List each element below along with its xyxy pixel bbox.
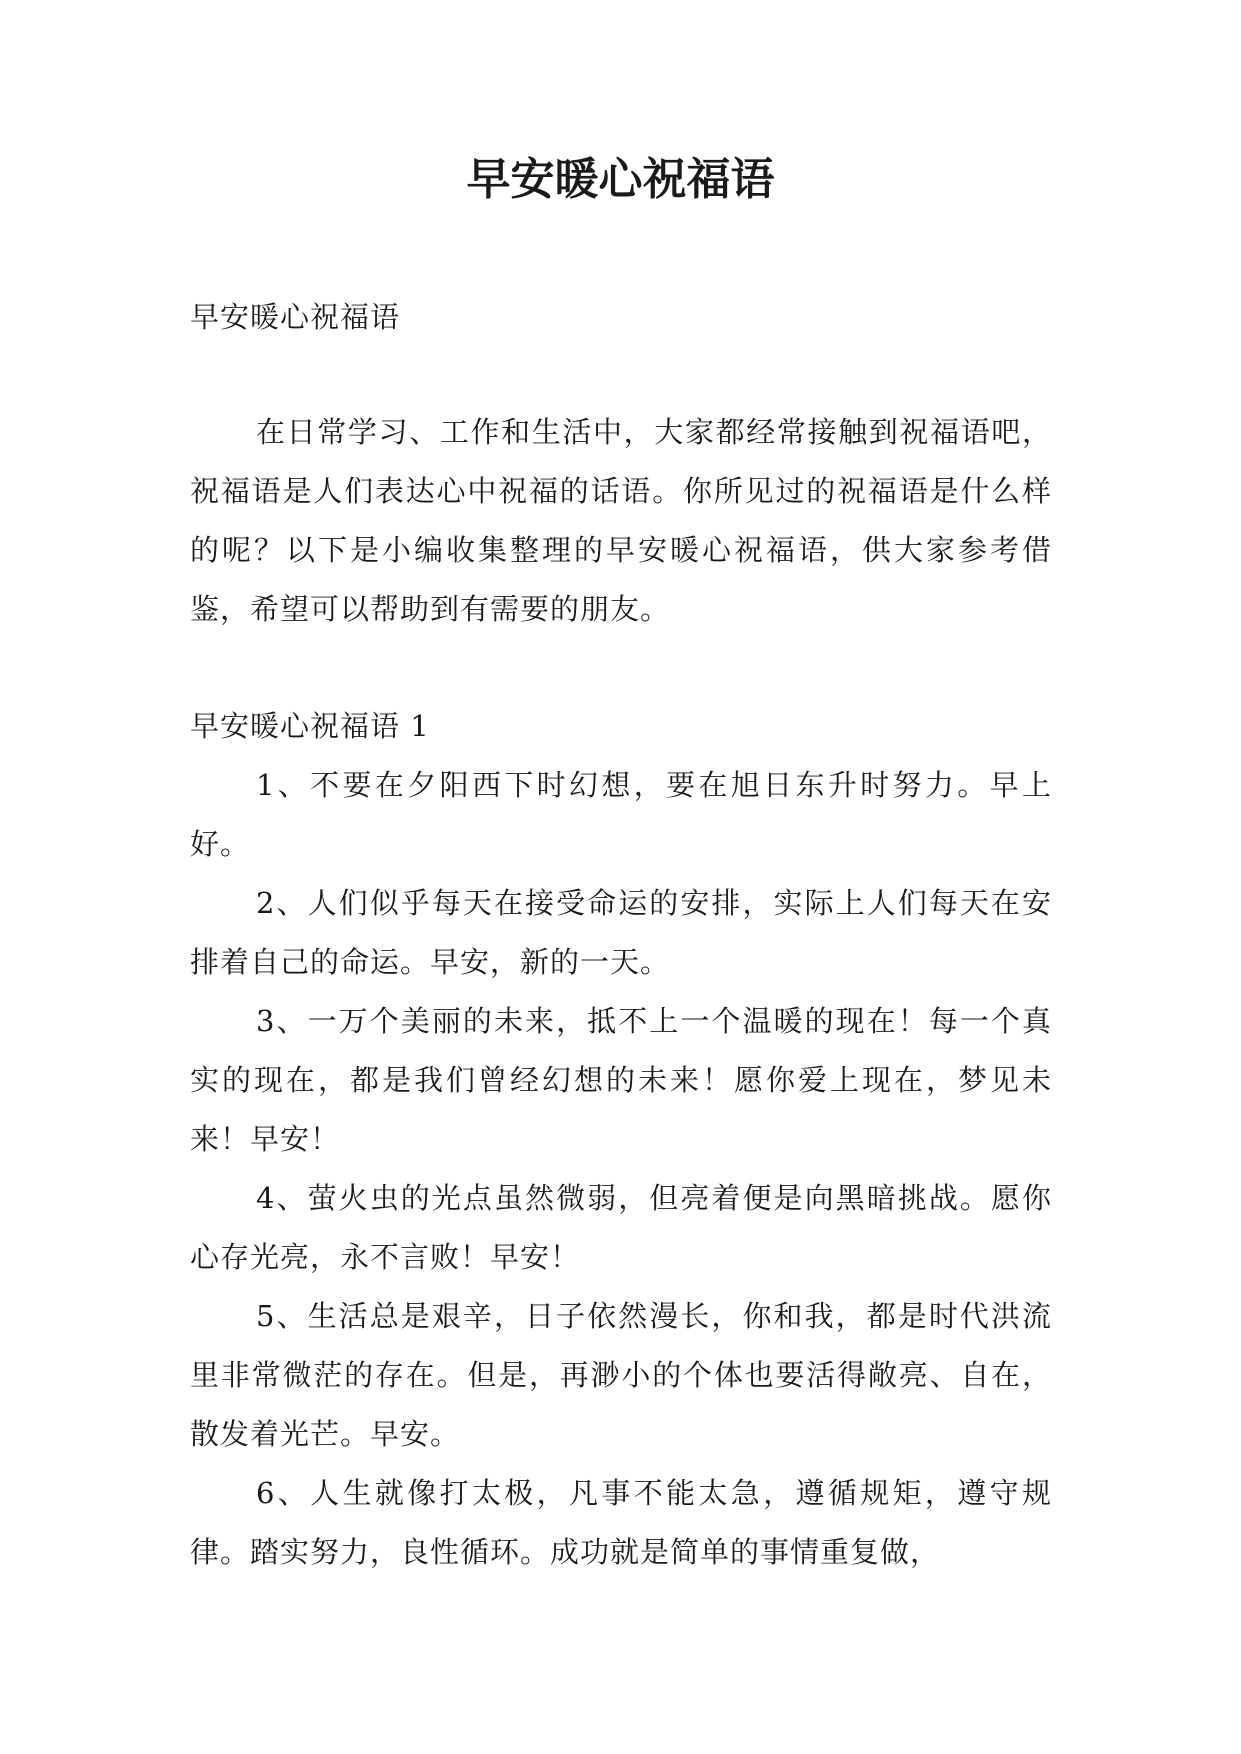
document-subtitle: 早安暖心祝福语: [190, 300, 401, 334]
greeting-item-5: 5、生活总是艰辛，日子依然漫长，你和我，都是时代洪流里非常微茫的存在。但是，再渺小的个体也要活得敞亮、自在，散发着光芒。早安。: [190, 1299, 1052, 1451]
document-body: [190, 288, 1052, 1582]
greeting-item-3: 3、一万个美丽的未来，抵不上一个温暖的现在！每一个真实的现在，都是我们曾经幻想的未来！愿你爱上现在，梦见未来！早安！: [190, 1004, 1052, 1156]
greeting-item-6: 6、人生就像打太极，凡事不能太急，遵循规矩，遵守规律。踏实努力，良性循环。成功就是简单的事情重复做，: [190, 1476, 1052, 1569]
section-heading: 早安暖心祝福语 1: [190, 709, 430, 743]
document-title: 早安暖心祝福语: [466, 154, 775, 205]
greeting-item-1: 1、不要在夕阳西下时幻想，要在旭日东升时努力。早上好。: [190, 768, 1052, 861]
greeting-item-4: 4、萤火虫的光点虽然微弱，但亮着便是向黑暗挑战。愿你心存光亮，永不言败！早安！: [190, 1181, 1052, 1274]
greeting-item-2: 2、人们似乎每天在接受命运的安排，实际上人们每天在安排着自己的命运。早安，新的一天。: [190, 886, 1052, 979]
intro-paragraph: 在日常学习、工作和生活中，大家都经常接触到祝福语吧，祝福语是人们表达心中祝福的话语。你所见过的祝福语是什么样的呢？以下是小编收集整理的早安暖心祝福语，供大家参考借鉴，希望可以帮助到有需要的朋友。: [190, 415, 1052, 626]
